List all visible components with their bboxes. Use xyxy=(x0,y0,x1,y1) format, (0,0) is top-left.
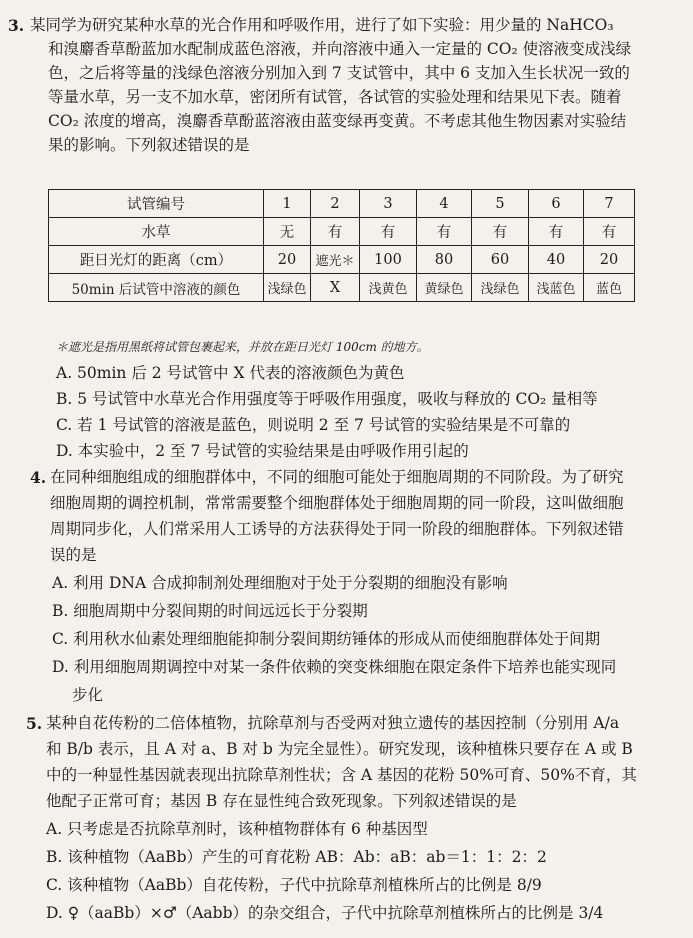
table-row xyxy=(49,190,635,218)
question-5-number: 5. xyxy=(26,714,43,733)
question-4-option-a: A. 利用 DNA 合成抑制剂处理细胞对于处于分裂期的细胞没有影响 xyxy=(52,574,508,592)
experiment-table xyxy=(48,189,635,302)
table-cell: 浅蓝色 xyxy=(529,274,584,302)
table-row-header: 距日光灯的距离（cm） xyxy=(49,246,264,274)
table-cell: 3 xyxy=(360,190,417,218)
table-cell: 20 xyxy=(584,246,635,274)
question-3-option-d: D. 本实验中，2 至 7 号试管的实验结果是由呼吸作用引起的 xyxy=(56,442,469,460)
table-row-header: 50min 后试管中溶液的颜色 xyxy=(49,274,264,302)
table-cell: 40 xyxy=(529,246,584,274)
question-5-stem-line: 某种自花传粉的二倍体植物，抗除草剂与否受两对独立遗传的基因控制（分别用 A/a xyxy=(46,714,620,732)
table-cell: 4 xyxy=(417,190,472,218)
question-4-number: 4. xyxy=(30,468,47,487)
question-5-stem-line: 他配子正常可育；基因 B 存在显性纯合致死现象。下列叙述错误的是 xyxy=(46,792,517,810)
question-3-stem-line: 等量水草，另一支不加水草，密闭所有试管，各试管的实验处理和结果见下表。随着 xyxy=(48,88,622,106)
table-cell: 浅绿色 xyxy=(264,274,311,302)
table-row-header: 水草 xyxy=(49,218,264,246)
table-cell: X xyxy=(311,274,360,302)
table-footnote: ＊遮光是指用黑纸将试管包裹起来，并放在距日光灯 100cm 的地方。 xyxy=(56,340,429,354)
question-4-option-b: B. 细胞周期中分裂间期的时间远远长于分裂期 xyxy=(52,602,368,620)
question-3-stem-line: 色，之后将等量的浅绿色溶液分别加入到 7 支试管中，其中 6 支加入生长状况一致的 xyxy=(48,64,630,82)
table-cell: 无 xyxy=(264,218,311,246)
table-cell: 60 xyxy=(472,246,529,274)
question-5-option-a: A. 只考虑是否抗除草剂时，该种植物群体有 6 种基因型 xyxy=(46,820,428,838)
question-3-option-c: C. 若 1 号试管的溶液是蓝色，则说明 2 至 7 号试管的实验结果是不可靠的 xyxy=(56,416,571,434)
table-cell: 浅黄色 xyxy=(360,274,417,302)
table-row xyxy=(49,246,635,274)
question-4-option-d: D. 利用细胞周期调控中对某一条件依赖的突变株细胞在限定条件下培养也能实现同 xyxy=(52,658,617,676)
question-5-stem-line: 和 B/b 表示，且 A 对 a、B 对 b 为完全显性）。研究发现，该种植株只要存在 A 或 B xyxy=(46,740,633,758)
table-row xyxy=(49,274,635,302)
table-cell: 有 xyxy=(584,218,635,246)
table-cell: 有 xyxy=(360,218,417,246)
table-cell: 有 xyxy=(472,218,529,246)
question-5-option-b: B. 该种植物（AaBb）产生的可育花粉 AB：Ab：aB：ab＝1：1：2：2 xyxy=(46,848,547,866)
question-4-stem-line: 细胞周期的调控机制，常常需要整个细胞群体处于细胞周期的同一阶段，这叫做细胞 xyxy=(50,494,624,512)
question-3-stem-line: 和溴麝香草酚蓝加水配制成蓝色溶液，并向溶液中通入一定量的 CO₂ 使溶液变成浅绿 xyxy=(48,40,632,58)
table-cell: 2 xyxy=(311,190,360,218)
table-cell: 6 xyxy=(529,190,584,218)
table-row xyxy=(49,218,635,246)
question-4-stem-line: 误的是 xyxy=(50,546,97,564)
question-5-option-d: D. ♀（aaBb）×♂（Aabb）的杂交组合，子代中抗除草剂植株所占的比例是 3/4 xyxy=(46,904,604,922)
table-cell: 20 xyxy=(264,246,311,274)
table-cell: 有 xyxy=(529,218,584,246)
table-cell: 7 xyxy=(584,190,635,218)
table-cell: 浅绿色 xyxy=(472,274,529,302)
table-cell: 有 xyxy=(311,218,360,246)
table-cell: 100 xyxy=(360,246,417,274)
question-3-stem-line: 某同学为研究某种水草的光合作用和呼吸作用，进行了如下实验：用少量的 NaHCO₃ xyxy=(30,16,614,34)
question-3-option-b: B. 5 号试管中水草光合作用强度等于呼吸作用强度，吸收与释放的 CO₂ 量相等 xyxy=(56,390,598,408)
table-row-header: 试管编号 xyxy=(49,190,264,218)
table-cell: 遮光＊ xyxy=(311,246,360,274)
question-3-stem-line: 果的影响。下列叙述错误的是 xyxy=(48,136,250,154)
table-cell: 蓝色 xyxy=(584,274,635,302)
question-3-number: 3. xyxy=(8,16,25,35)
table-cell: 5 xyxy=(472,190,529,218)
question-4-stem-line: 周期同步化，人们常采用人工诱导的方法获得处于同一阶段的细胞群体。下列叙述错 xyxy=(50,520,624,538)
table-cell: 80 xyxy=(417,246,472,274)
question-4-option-d-continued: 步化 xyxy=(72,686,104,704)
question-5-option-c: C. 该种植物（AaBb）自花传粉，子代中抗除草剂植株所占的比例是 8/9 xyxy=(46,876,542,894)
question-5-stem-line: 中的一种显性基因就表现出抗除草剂性状；含 A 基因的花粉 50%可育、50%不育，其 xyxy=(46,766,637,784)
question-4-option-c: C. 利用秋水仙素处理细胞能抑制分裂间期纺锤体的形成从而使细胞群体处于间期 xyxy=(52,630,601,648)
question-3-stem-line: CO₂ 浓度的增高，溴麝香草酚蓝溶液由蓝变绿再变黄。不考虑其他生物因素对实验结 xyxy=(48,112,627,130)
table-cell: 1 xyxy=(264,190,311,218)
table-cell: 有 xyxy=(417,218,472,246)
question-3-option-a: A. 50min 后 2 号试管中 X 代表的溶液颜色为黄色 xyxy=(56,364,405,382)
table-cell: 黄绿色 xyxy=(417,274,472,302)
question-4-stem-line: 在同种细胞组成的细胞群体中，不同的细胞可能处于细胞周期的不同阶段。为了研究 xyxy=(50,468,624,486)
